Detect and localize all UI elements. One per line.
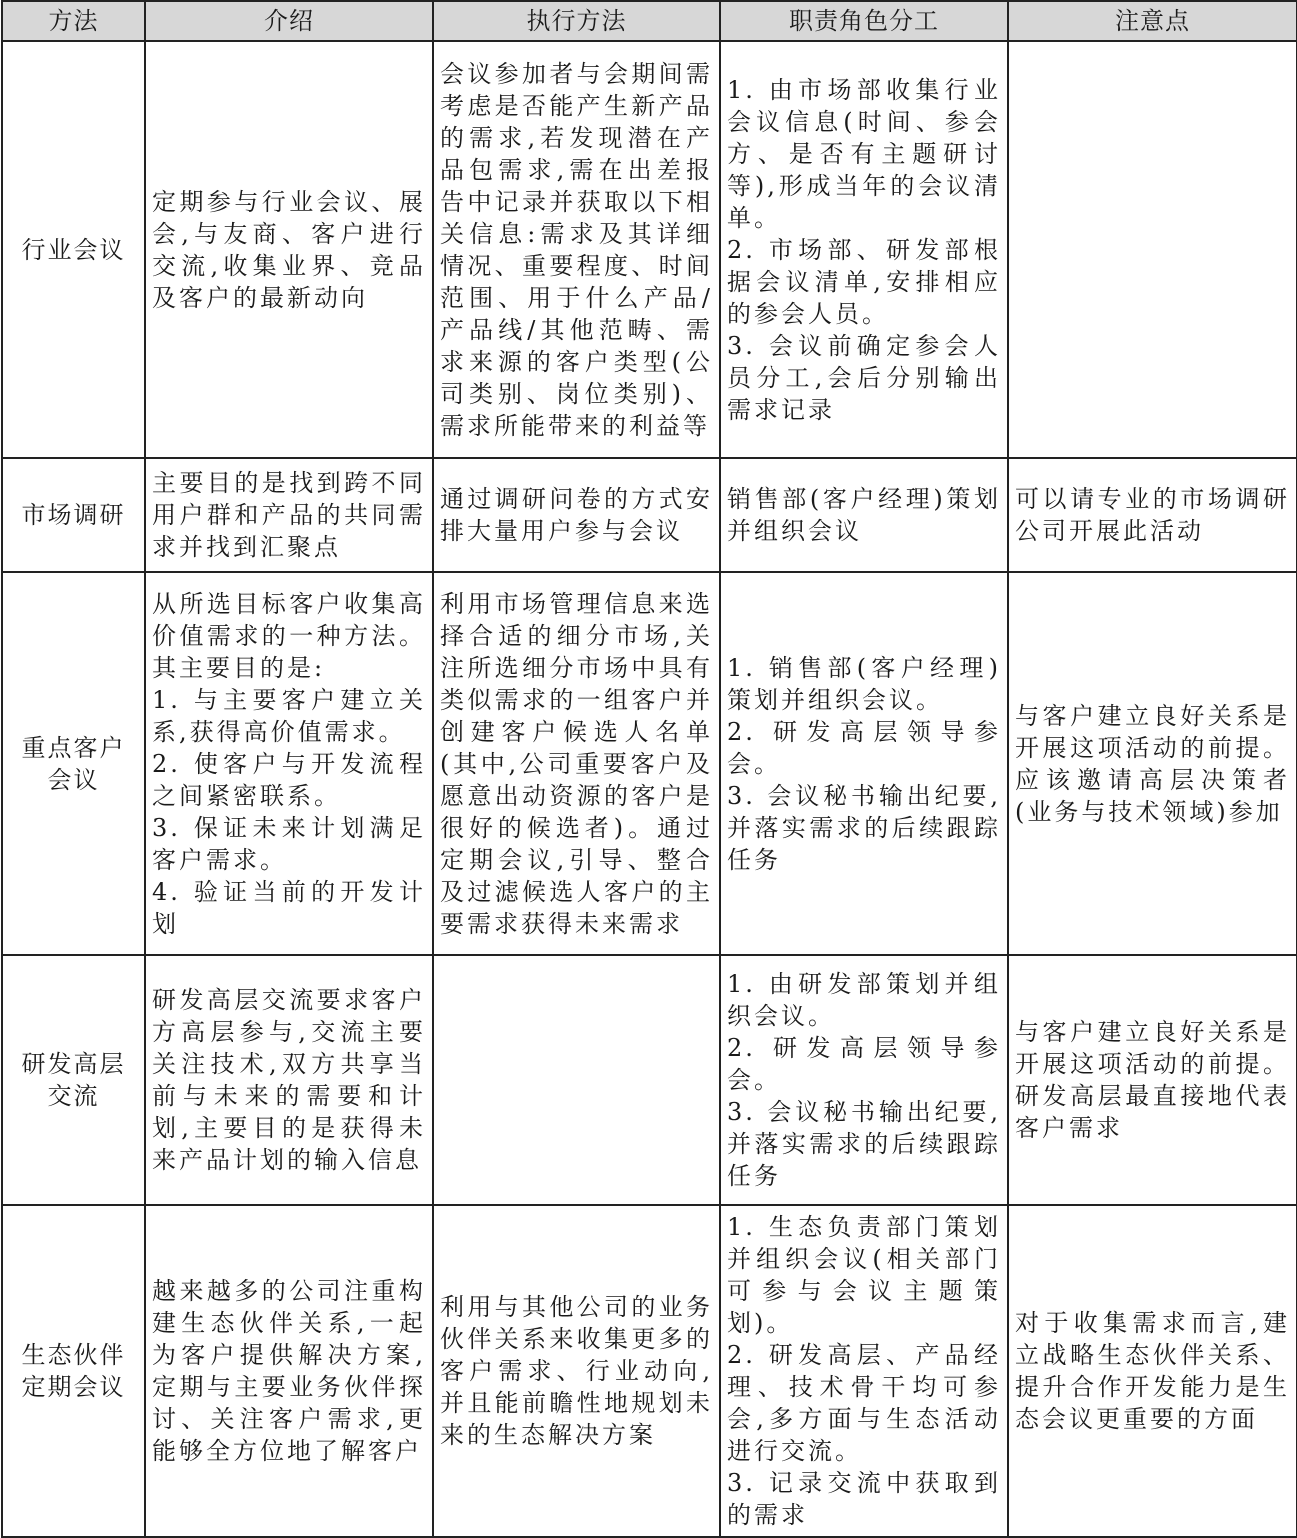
roles-cell: 1. 生态负责部门策划并组织会议(相关部门可参与会议主题策划)。 2. 研发高层、产品经理、技术骨干均可参会,多方面与生态活动进行交流。 3. 记录交流中获取到的需求 bbox=[720, 1205, 1008, 1537]
execution-cell: 利用市场管理信息来选择合适的细分市场,关注所选细分市场中具有类似需求的一组客户并创建客户候选人名单(其中,公司重要客户及愿意出动资源的客户是很好的候选者)。通过定期会议,引导、整合及过滤候选人客户的主要需求获得未来需求 bbox=[433, 572, 720, 955]
notes-cell: 与客户建立良好关系是开展这项活动的前提。应该邀请高层决策者(业务与技术领域)参加 bbox=[1008, 572, 1297, 955]
intro-cell: 研发高层交流要求客户方高层参与,交流主要关注技术,双方共享当前与未来的需要和计划,主要目的是获得未来产品计划的输入信息 bbox=[145, 955, 433, 1205]
notes-cell bbox=[1008, 41, 1297, 458]
roles-cell: 销售部(客户经理)策划并组织会议 bbox=[720, 458, 1008, 572]
roles-cell: 1. 由市场部收集行业会议信息(时间、参会方、是否有主题研讨等),形成当年的会议清单。 2. 市场部、研发部根据会议清单,安排相应的参会人员。 3. 会议前确定参会人员分工,会后分别输出需求记录 bbox=[720, 41, 1008, 458]
header-roles: 职责角色分工 bbox=[720, 1, 1008, 41]
table-row bbox=[2, 41, 1297, 458]
requirements-methods-table bbox=[1, 0, 1297, 1538]
table-row bbox=[2, 1205, 1297, 1537]
header-row bbox=[2, 1, 1297, 41]
method-cell: 重点客户 会议 bbox=[2, 572, 145, 955]
header-method: 方法 bbox=[2, 1, 145, 41]
intro-cell: 定期参与行业会议、展会,与友商、客户进行交流,收集业界、竞品及客户的最新动向 bbox=[145, 41, 433, 458]
intro-cell: 从所选目标客户收集高价值需求的一种方法。其主要目的是: 1. 与主要客户建立关系,获得高价值需求。 2. 使客户与开发流程之间紧密联系。 3. 保证未来计划满足客户需求。 4. 验证当前的开发计划 bbox=[145, 572, 433, 955]
method-cell: 生态伙伴 定期会议 bbox=[2, 1205, 145, 1537]
notes-cell: 可以请专业的市场调研公司开展此活动 bbox=[1008, 458, 1297, 572]
header-intro: 介绍 bbox=[145, 1, 433, 41]
intro-cell: 主要目的是找到跨不同用户群和产品的共同需求并找到汇聚点 bbox=[145, 458, 433, 572]
header-execution: 执行方法 bbox=[433, 1, 720, 41]
execution-cell: 会议参加者与会期间需考虑是否能产生新产品的需求,若发现潜在产品包需求,需在出差报告中记录并获取以下相关信息:需求及其详细情况、重要程度、时间范围、用于什么产品/产品线/其他范畴、需求来源的客户类型(公司类别、岗位类别)、需求所能带来的利益等 bbox=[433, 41, 720, 458]
table-row bbox=[2, 955, 1297, 1205]
notes-cell: 与客户建立良好关系是开展这项活动的前提。研发高层最直接地代表客户需求 bbox=[1008, 955, 1297, 1205]
header-notes: 注意点 bbox=[1008, 1, 1297, 41]
method-cell: 市场调研 bbox=[2, 458, 145, 572]
table-row bbox=[2, 572, 1297, 955]
intro-cell: 越来越多的公司注重构建生态伙伴关系,一起为客户提供解决方案,定期与主要业务伙伴探讨、关注客户需求,更能够全方位地了解客户 bbox=[145, 1205, 433, 1537]
table-row bbox=[2, 458, 1297, 572]
execution-cell bbox=[433, 955, 720, 1205]
roles-cell: 1. 销售部(客户经理)策划并组织会议。 2. 研发高层领导参会。 3. 会议秘书输出纪要,并落实需求的后续跟踪任务 bbox=[720, 572, 1008, 955]
execution-cell: 通过调研问卷的方式安排大量用户参与会议 bbox=[433, 458, 720, 572]
roles-cell: 1. 由研发部策划并组织会议。 2. 研发高层领导参会。 3. 会议秘书输出纪要,并落实需求的后续跟踪任务 bbox=[720, 955, 1008, 1205]
execution-cell: 利用与其他公司的业务伙伴关系来收集更多的客户需求、行业动向,并且能前瞻性地规划未来的生态解决方案 bbox=[433, 1205, 720, 1537]
notes-cell: 对于收集需求而言,建立战略生态伙伴关系、提升合作开发能力是生态会议更重要的方面 bbox=[1008, 1205, 1297, 1537]
method-cell: 行业会议 bbox=[2, 41, 145, 458]
method-cell: 研发高层 交流 bbox=[2, 955, 145, 1205]
